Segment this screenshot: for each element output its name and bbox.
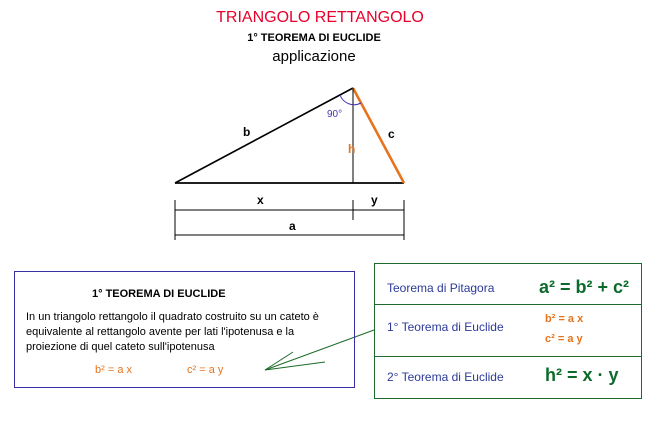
table-row-separator (375, 356, 641, 357)
row-euclide1-label: 1° Teorema di Euclide (387, 320, 504, 334)
label-a: a (289, 219, 296, 233)
label-y: y (371, 193, 378, 207)
page-subtitle: 1° TEOREMA DI EUCLIDE (247, 32, 381, 44)
row-pitagora-label: Teorema di Pitagora (387, 281, 495, 295)
label-angle: 90° (327, 109, 343, 120)
page-title: TRIANGOLO RETTANGOLO (216, 9, 424, 26)
label-c: c (388, 127, 395, 141)
formula-table (374, 263, 642, 399)
side-c (353, 88, 404, 183)
side-b (175, 88, 356, 183)
row-euclide1-formula-c: c² = a y (545, 333, 583, 345)
page-subtitle-application: applicazione (272, 48, 356, 65)
label-x: x (257, 193, 264, 207)
row-euclide1-formula-b: b² = a x (545, 313, 584, 325)
theorem-box-title: 1° TEOREMA DI EUCLIDE (92, 288, 226, 300)
row-euclide2-formula: h² = x · y (545, 365, 619, 385)
theorem-formula-c: c² = a y (187, 364, 224, 376)
theorem-formula-b: b² = a x (95, 364, 132, 376)
row-euclide2-label: 2° Teorema di Euclide (387, 370, 504, 384)
label-b: b (243, 125, 251, 139)
row-pitagora-formula: a² = b² + c² (539, 277, 630, 297)
theorem-box-text: In un triangolo rettangolo il quadrato costruito su un cateto è equivalente al rettangolo avente per lati l'ipotenusa e la proiezione di quel cateto sull'ipotenusa (26, 311, 319, 353)
label-h: h (348, 142, 356, 156)
table-row-separator (375, 304, 641, 305)
